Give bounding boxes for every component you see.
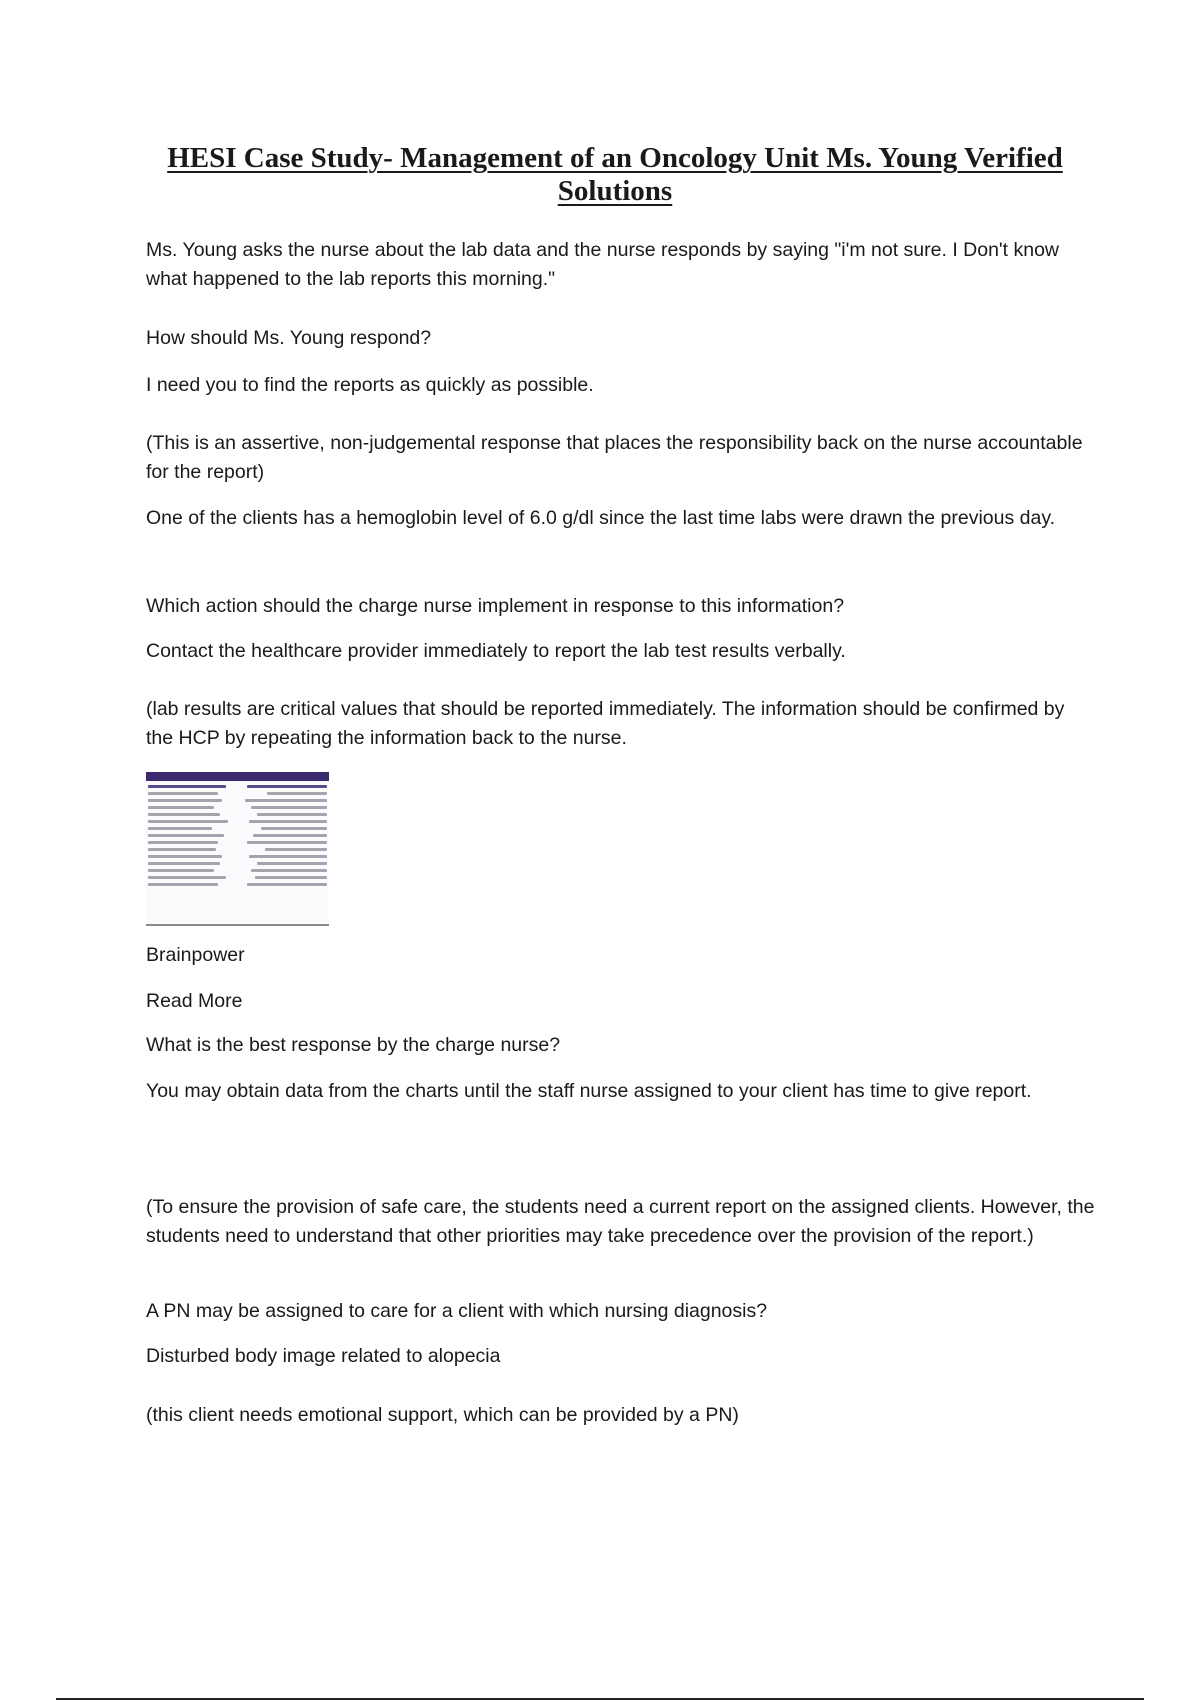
rationale-2: (lab results are critical values that should be reported immediately. The information should be confirmed by the HCP by repeating the information back to the nurse. (146, 698, 1065, 749)
thumbnail-header-bar (146, 772, 329, 781)
question-1: How should Ms. Young respond? (146, 327, 432, 349)
question-3: What is the best response by the charge nurse? (146, 1034, 561, 1056)
link-brainpower[interactable]: Brainpower (146, 944, 245, 966)
embedded-document-thumbnail[interactable] (146, 772, 329, 926)
answer-1: I need you to find the reports as quickly as possible. (146, 374, 594, 396)
rationale-4: (this client needs emotional support, which can be provided by a PN) (146, 1404, 739, 1426)
answer-4: Disturbed body image related to alopecia (146, 1345, 501, 1367)
paragraph-1: Ms. Young asks the nurse about the lab data and the nurse responds by saying "i'm not sure. I Don't know what happened to the lab reports this morning." (146, 239, 1060, 290)
paragraph-2: One of the clients has a hemoglobin level of 6.0 g/dl since the last time labs were drawn the previous day. (146, 507, 1056, 529)
link-read-more[interactable]: Read More (146, 990, 243, 1012)
answer-3: You may obtain data from the charts until the staff nurse assigned to your client has time to give report. (146, 1080, 1032, 1102)
rationale-1: (This is an assertive, non-judgemental response that places the responsibility back on the nurse accountable for the report) (146, 432, 1083, 483)
document-title: HESI Case Study- Management of an Oncology Unit Ms. Young Verified Solutions (167, 142, 1063, 207)
rationale-3: (To ensure the provision of safe care, the students need a current report on the assigned clients. However, the students need to understand that other priorities may take precedence over the provision of the report.) (146, 1196, 1095, 1247)
answer-2: Contact the healthcare provider immediately to report the lab test results verbally. (146, 640, 846, 662)
question-2: Which action should the charge nurse implement in response to this information? (146, 595, 845, 617)
question-4: A PN may be assigned to care for a client with which nursing diagnosis? (146, 1300, 768, 1322)
